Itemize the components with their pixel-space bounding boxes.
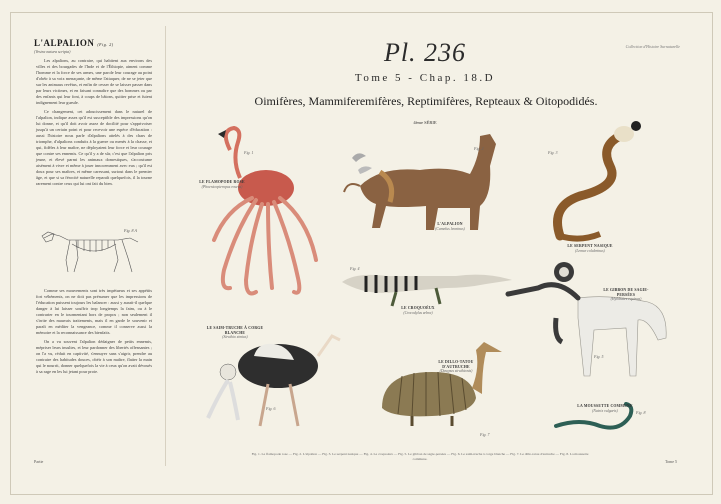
- paragraph: Ce changement, cet adoucissement dans le naturel de l'alpalion, indique assez qu'il est susceptible des impressions qu'on lui donne, et qu'il doit avoir assez de docilité pour s'apprivoiser jusqu'à un certain point et pour recevoir une espèce d'éducation : aussi l'histoire nous parle d'alpalions attelés à des chars de triomphe, d'alpalions conduits à la guerre ou menés à la chasse, et qui, fidèles à leur maître, ne déployaient leur force et leur courage que contre ses ennemis. Ce qu'il y a de sûr, c'est que l'alpalion pris jeune, et élevé parmi les animaux domestiques, s'accoutume aisément à vivre et même à jouer innocemment avec eux ; qu'il est doux pour ses maîtres, et même caressant, surtout dans le premier âge, et que si sa férocité naturelle reparaît quelquefois, il la tourne rarement contre ceux qui lui ont fait du bien.: [36, 109, 152, 186]
- fig-number: Fig. 4: [350, 266, 360, 271]
- text-column-bottom: [36, 288, 152, 378]
- column-divider: [165, 26, 166, 466]
- specimen-label: LE DILLO-TATOU D'AUTRUCHE (Dasypus struthionis): [438, 360, 474, 374]
- zebra-crocodile-illustration: [336, 262, 516, 312]
- paragraph: Comme ses mouvements sont très impétueux et ses appétits fort véhéments, on ne doit pas présumer que les impressions de l'éducation puissent toujours les balancer : aussi y aurait-il quelque danger à lui laisser souffrir trop longtemps la faim, ou à le contrarier en le tourmentant hors de propos ; non seulement il s'irrite des mauvais traitements, mais il en garde le souvenir et paraît en méditer la vengeance, comme il conserve aussi la mémoire et la reconnaissance des bienfaits.: [36, 288, 152, 335]
- paragraph: Les alpalions, au contraire, qui habitent aux environs des villes et des bourgades de l'Inde et de l'Éthiopie, aiment comme l'homme et la force de ses armes, une parole leur courage au point d'obéir à sa voix menaçante, de même l'attaquer, de ne se jeter que sur les animaux revêtus, et enfin de cesser de se laisser passer dans par leurs victimes, et en faisant connaître que des hommes ou par des enfants qui leur font, à coups de bâtons, quitter prise et fuient indignement leur gueule.: [36, 58, 152, 105]
- fig-number: Fig. 3: [548, 150, 558, 155]
- tome-chapter: Tome 5 - Chap. 18.D: [354, 72, 496, 84]
- plate-caption: Fig. 1. Le flamopode rose — Fig. 2. L'alpalion — Fig. 3. Le serpent nasique — Fig. 4. Le croquoéux — Fig. 5. Le gibbon de sagie-persées — Fig. 6. Le saim-truche à corge blanche — Fig. 7. Le dillo-tatou d'autruche — Fig. 8. La moussette commune.: [251, 452, 589, 461]
- snake-illustration: [550, 396, 650, 436]
- plate-subtitle: Oimifères, Mammiferemifères, Reptimifères, Repteaux & Oitopodidés.: [254, 94, 598, 108]
- shell-sketch-icon: [348, 148, 378, 178]
- plate-title: Pl. 236: [383, 38, 467, 67]
- flamingo-octopus-illustration: [206, 120, 326, 310]
- article-subtitle: (Vestra natura scripta): [34, 49, 71, 54]
- article-fig-ref: (Fig. 2): [97, 42, 114, 47]
- lemur-snake-illustration: [540, 116, 650, 246]
- fig-number: Fig. 5: [594, 354, 604, 359]
- llama-lion-illustration: [340, 126, 510, 236]
- specimen-label: LE SAIM-TRUCHE À CORGE BLANCHE (Struthio simius): [206, 326, 264, 340]
- fig-number: Fig. 2: [474, 146, 484, 151]
- fig-number: Fig. 7: [480, 432, 490, 437]
- collection-note: Collection d'Histoire Surnaturelle: [625, 44, 680, 49]
- fig-number: Fig. 6: [266, 406, 276, 411]
- gibbon-horse-illustration: [498, 258, 678, 388]
- text-column-top: [36, 58, 152, 190]
- fig-number: Fig. 8: [636, 410, 646, 415]
- specimen-label: LE GIBBON DE SAGIE-PERSÉES (Hylobates equinus): [603, 288, 649, 302]
- paragraph: On a vu souvent l'alpalion dédaigner de petits ennemis, mépriser leurs insultes, et leur pardonner des libertés offensantes ; on l'a vu, réduit en captivité, s'ennuyer sans s'aigrir, prendre au contraire des habitudes douces, obéir à son maître, flatter la main qui le nourrit, donner quelquefois la vie à ceux qu'on avait dévoués à sa rage en les lui jetant pour proie.: [36, 339, 152, 374]
- specimen-label: L'ALPALION (Camelus leoninus): [435, 222, 465, 231]
- series-label: 4ème SÉRIE: [413, 120, 437, 125]
- armadillo-bird-illustration: [372, 338, 512, 428]
- footer-right: Tome 5: [665, 459, 678, 464]
- specimen-label: LA MOUSSETTE COMMUNE (Natrix vulgaris): [577, 404, 633, 413]
- fig-number: Fig. 1: [244, 150, 254, 155]
- skeleton-caption: Fig. 8 A: [124, 228, 137, 233]
- monkey-ostrich-illustration: [198, 326, 348, 436]
- footer-left: Partie: [34, 459, 44, 464]
- article-title: L'ALPALION (Fig. 2): [34, 38, 114, 48]
- left-header: [34, 38, 158, 54]
- specimen-label: LE FLAMOPODE ROSE (Phoenicopteropus roseus): [199, 180, 245, 189]
- specimen-label: LE CROQUOÉUX (Crocodylus zebra): [401, 306, 435, 315]
- specimen-label: LE SERPENT NASIQUE (Lemur colubrinus): [567, 244, 613, 253]
